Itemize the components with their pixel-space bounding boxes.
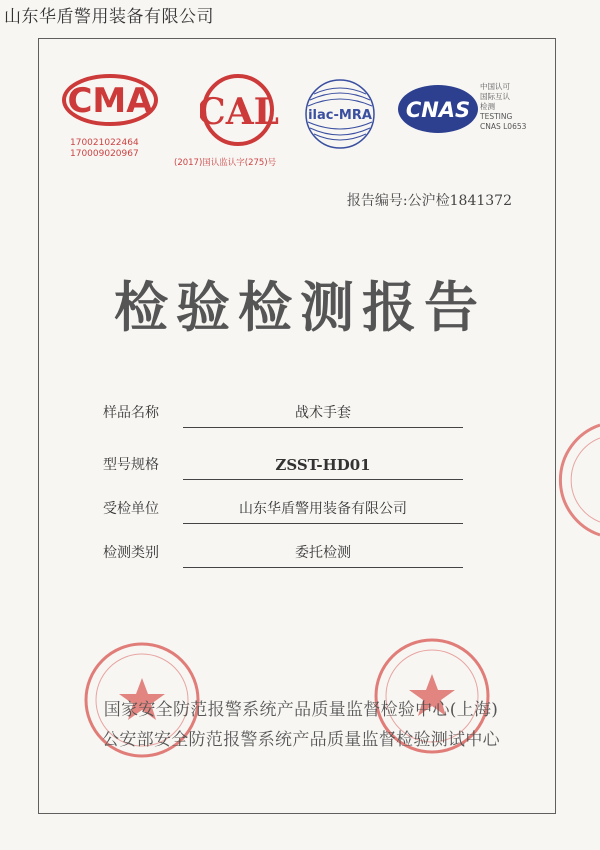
cma-number-1: 170021022464 [70,138,139,148]
field-inspected-unit [103,494,463,524]
field-underline [183,427,463,428]
field-label: 检测类别 [103,545,159,561]
field-underline [183,523,463,524]
seam-stamp-partial [545,420,600,540]
field-value: 战术手套 [295,405,351,421]
field-label: 受检单位 [103,501,159,517]
issuer-line-1: 国家安全防范报警系统产品质量监督检验中心(上海) [103,700,499,720]
field-value: 山东华盾警用装备有限公司 [239,501,407,517]
cma-number-2: 170009020967 [70,149,139,159]
cal-logo [200,72,280,156]
field-value: ZSST-HD01 [275,456,371,474]
document-title: 检验检测报告 [114,275,486,339]
cal-cert-note: (2017)国认监认字(275)号 [174,158,277,168]
issuer-line-2: 公安部安全防范报警系统产品质量监督检验测试中心 [102,730,500,750]
ilac-mra-logo [300,76,380,156]
cma-logo [62,72,162,159]
ilac-logo-text: ilac-MRA [308,108,372,123]
field-test-category [103,538,463,568]
report-number: 报告编号:公沪检1841372 [346,193,512,209]
field-sample-name [103,398,463,428]
cnas-logo-text: CNAS [405,98,471,122]
field-underline [183,479,463,480]
cal-logo-text: CAL [200,91,279,133]
field-label: 样品名称 [103,405,159,421]
company-caption: 山东华盾警用装备有限公司 [4,7,214,27]
field-model-spec [103,450,463,480]
field-label: 型号规格 [103,457,159,473]
cnas-side-text: 中国认可 国际互认 检测 TESTING CNAS L0653 [480,82,527,131]
accreditation-logos [62,72,542,168]
field-value: 委托检测 [295,545,351,561]
cma-logo-text: CMA [67,81,153,121]
cnas-logo [396,82,480,140]
field-underline [183,567,463,568]
